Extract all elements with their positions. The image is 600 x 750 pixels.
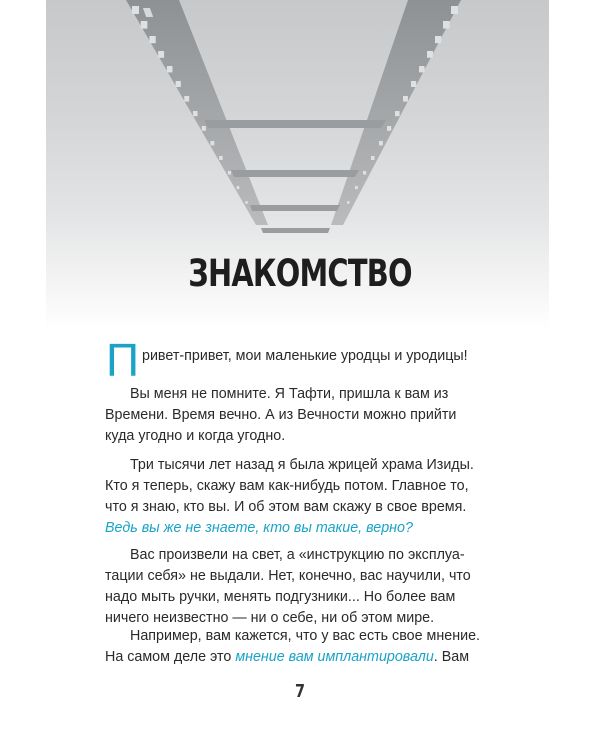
sprocket-hole (149, 36, 155, 43)
paragraph-5 (105, 626, 480, 668)
sprocket-hole (245, 201, 247, 204)
drop-cap: П (106, 334, 140, 386)
sprocket-hole (202, 126, 206, 131)
highlighted-question: Ведь вы же не знаете, кто вы такие, верно? (105, 520, 413, 536)
sprocket-hole (371, 156, 375, 160)
sprocket-hole (167, 66, 173, 72)
sprocket-hole (403, 96, 408, 102)
text-line: Вас произвели на свет, а «инструкцию по эксплуа- (130, 547, 465, 563)
sprocket-hole (228, 171, 231, 175)
text-line (105, 647, 470, 668)
sprocket-hole (363, 171, 366, 175)
text-line: Вы меня не помните. Я Тафти, пришла к вам из (130, 386, 449, 402)
sprocket-hole (193, 111, 198, 116)
text-line: куда угодно и когда угодно. (105, 428, 286, 444)
highlighted-phrase: мнение вам имплантировали (235, 649, 434, 665)
text-line: ничего неизвестно — ни о себе, ни об этом мире. (105, 610, 435, 626)
sprocket-hole (387, 126, 391, 131)
sprocket-hole (176, 81, 181, 87)
text-fragment: На самом деле это (105, 649, 236, 665)
sprocket-hole (411, 81, 416, 87)
text-line: Кто я теперь, скажу вам как-нибудь потом. Главное то, (105, 478, 469, 494)
sprocket-hole (184, 96, 189, 102)
sprocket-hole (379, 141, 383, 145)
sprocket-hole (158, 51, 164, 58)
sprocket-hole (427, 51, 433, 58)
sprocket-hole (132, 6, 139, 14)
sprocket-hole (395, 111, 400, 116)
text-line: Например, вам кажется, что у вас есть свое мнение. (130, 628, 480, 644)
sprocket-hole (219, 156, 223, 160)
text-line: тации себя» не выдали. Нет, конечно, вас научили, что (105, 568, 471, 584)
sprocket-hole (443, 21, 450, 29)
sprocket-hole (435, 36, 441, 43)
sprocket-hole (141, 21, 148, 29)
text-line: надо мыть ручки, менять подгузники... Но более вам (105, 589, 456, 605)
chapter-title: ЗНАКОМСТВО (188, 252, 412, 295)
intro-text: ривет-привет, мои маленькие уродцы и уродицы! (142, 348, 468, 364)
sprocket-hole (210, 141, 214, 145)
text-fragment: . Вам (433, 649, 470, 665)
paragraph-2 (105, 384, 457, 447)
sprocket-hole (237, 186, 240, 189)
sprocket-hole (347, 201, 349, 204)
sprocket-hole (451, 6, 458, 14)
paragraph-4 (105, 545, 471, 629)
sprocket-hole (355, 186, 358, 189)
sprocket-hole (419, 66, 425, 72)
page-number: 7 (294, 681, 306, 702)
text-line: что я знаю, кто вы. И об этом вам скажу в свое время. (105, 499, 467, 515)
text-line: Три тысячи лет назад я была жрицей храма Изиды. (130, 457, 474, 473)
paragraph-3 (105, 455, 474, 539)
text-line: Времени. Время вечно. А из Вечности можно прийти (105, 407, 457, 423)
